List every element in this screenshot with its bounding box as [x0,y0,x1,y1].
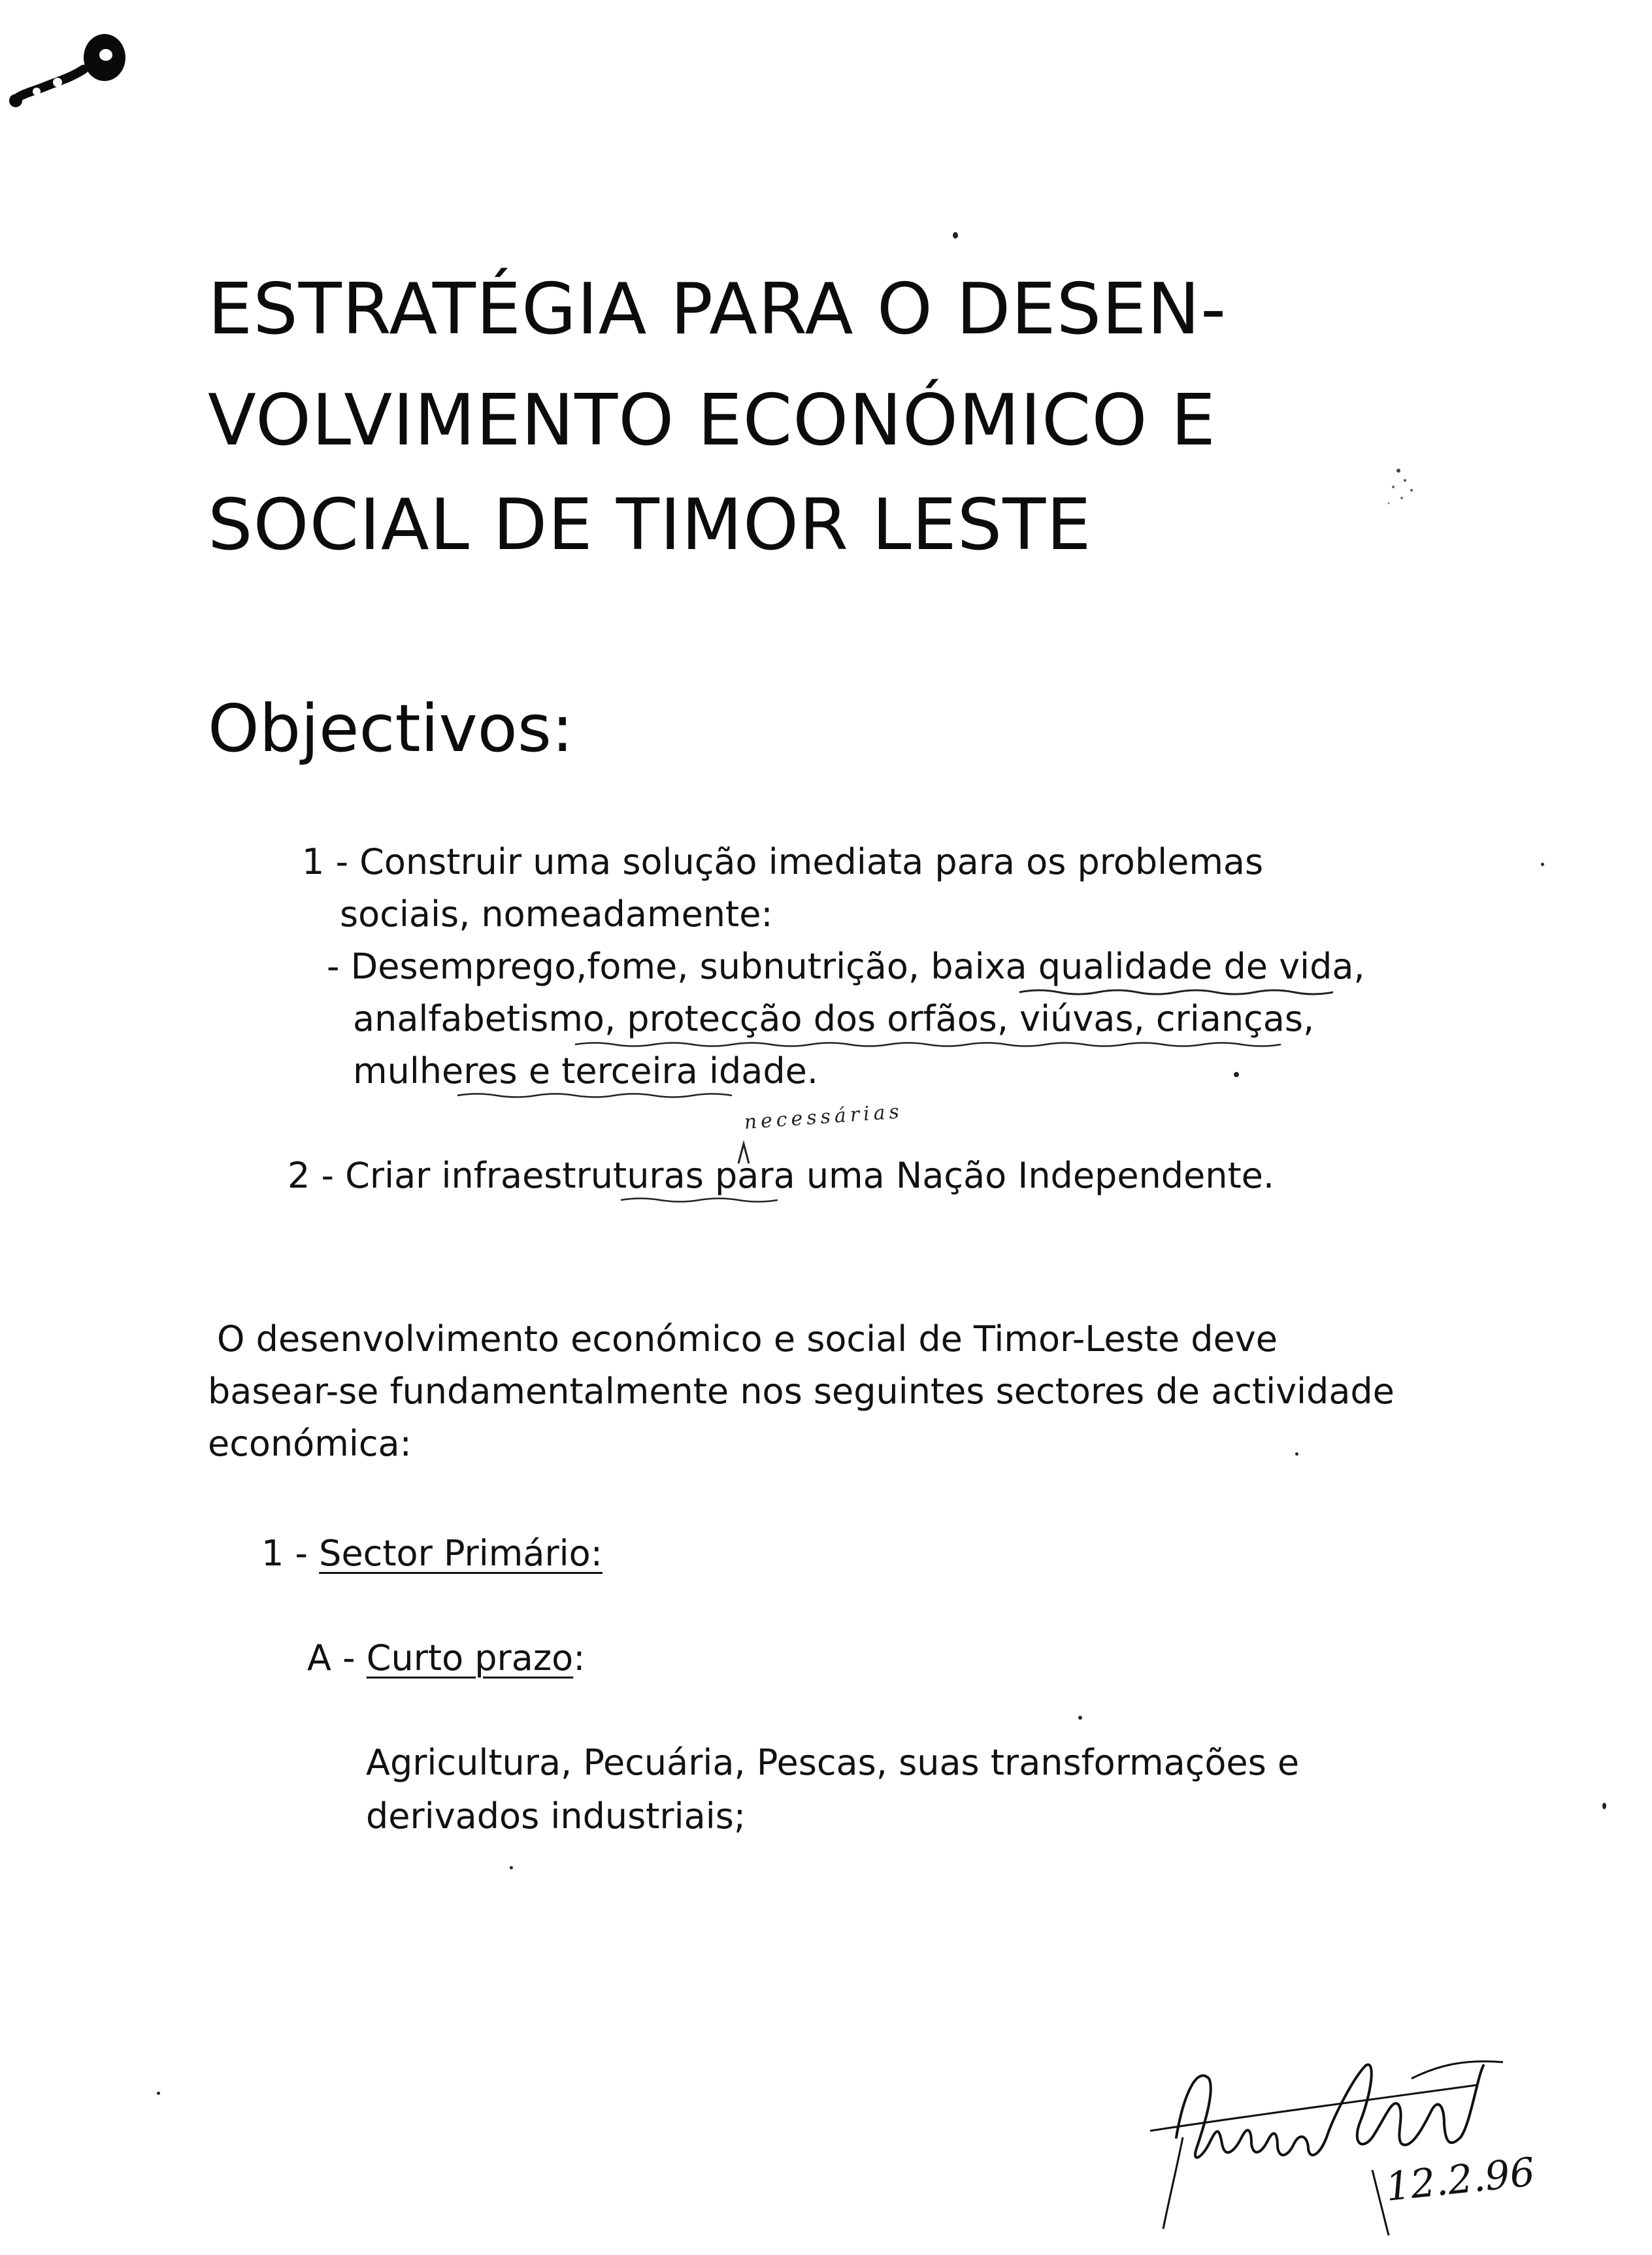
scan-speck [1602,1803,1606,1809]
handwritten-signature [1137,2039,1555,2242]
objective-2-line: 2 - Criar infraestruturas para uma Nação Independente. [288,1155,1275,1196]
intro-line-3: económica: [208,1423,412,1464]
objective-1-sub-line-1: - Desemprego,fome, subnutrição, baixa qualidade de vida, [327,946,1365,987]
sector-prefix: 1 - [261,1533,320,1574]
objective-1-line-2: sociais, nomeadamente: [340,894,773,935]
sector-label: Sector Primário: [319,1533,603,1574]
term-prefix: A - [307,1637,367,1679]
scan-speck [1295,1452,1298,1456]
term-label: Curto prazo [366,1637,574,1679]
intro-line-1: O desenvolvimento económico e social de Timor-Leste deve [217,1318,1278,1360]
scan-smudge [1379,451,1431,523]
scan-speck [1234,1072,1239,1077]
intro-line-2: basear-se fundamentalmente nos seguintes sectores de actividade [208,1371,1395,1412]
objective-1-line-1: 1 - Construir uma solução imediata para os problemas [302,841,1264,882]
document-title-line-2: VOLVIMENTO ECONÓMICO E [208,380,1217,461]
scan-speck [1541,863,1544,866]
signature-date: 12.2.96 [1383,2149,1538,2211]
handwritten-insertion: necessárias [743,1100,904,1134]
term-heading [307,1637,586,1679]
term-suffix: : [573,1637,586,1679]
scan-speck [157,2092,160,2095]
objective-1-sub-line-3: mulheres e terceira idade. [353,1050,819,1092]
scan-speck [1078,1716,1082,1720]
scan-speck [510,1866,513,1869]
activities-line-1: Agricultura, Pecuária, Pescas, suas transformações e [366,1742,1300,1783]
document-title-line-3: SOCIAL DE TIMOR LESTE [208,484,1092,566]
scan-speck [953,232,958,239]
sector-heading [261,1533,603,1574]
objectives-heading: Objectivos: [208,690,574,767]
objective-1-sub-line-2: analfabetismo, protecção dos orfãos, viúvas, crianças, [353,998,1315,1039]
activities-line-2: derivados industriais; [366,1796,746,1837]
document-title-line-1: ESTRATÉGIA PARA O DESEN- [208,269,1227,350]
